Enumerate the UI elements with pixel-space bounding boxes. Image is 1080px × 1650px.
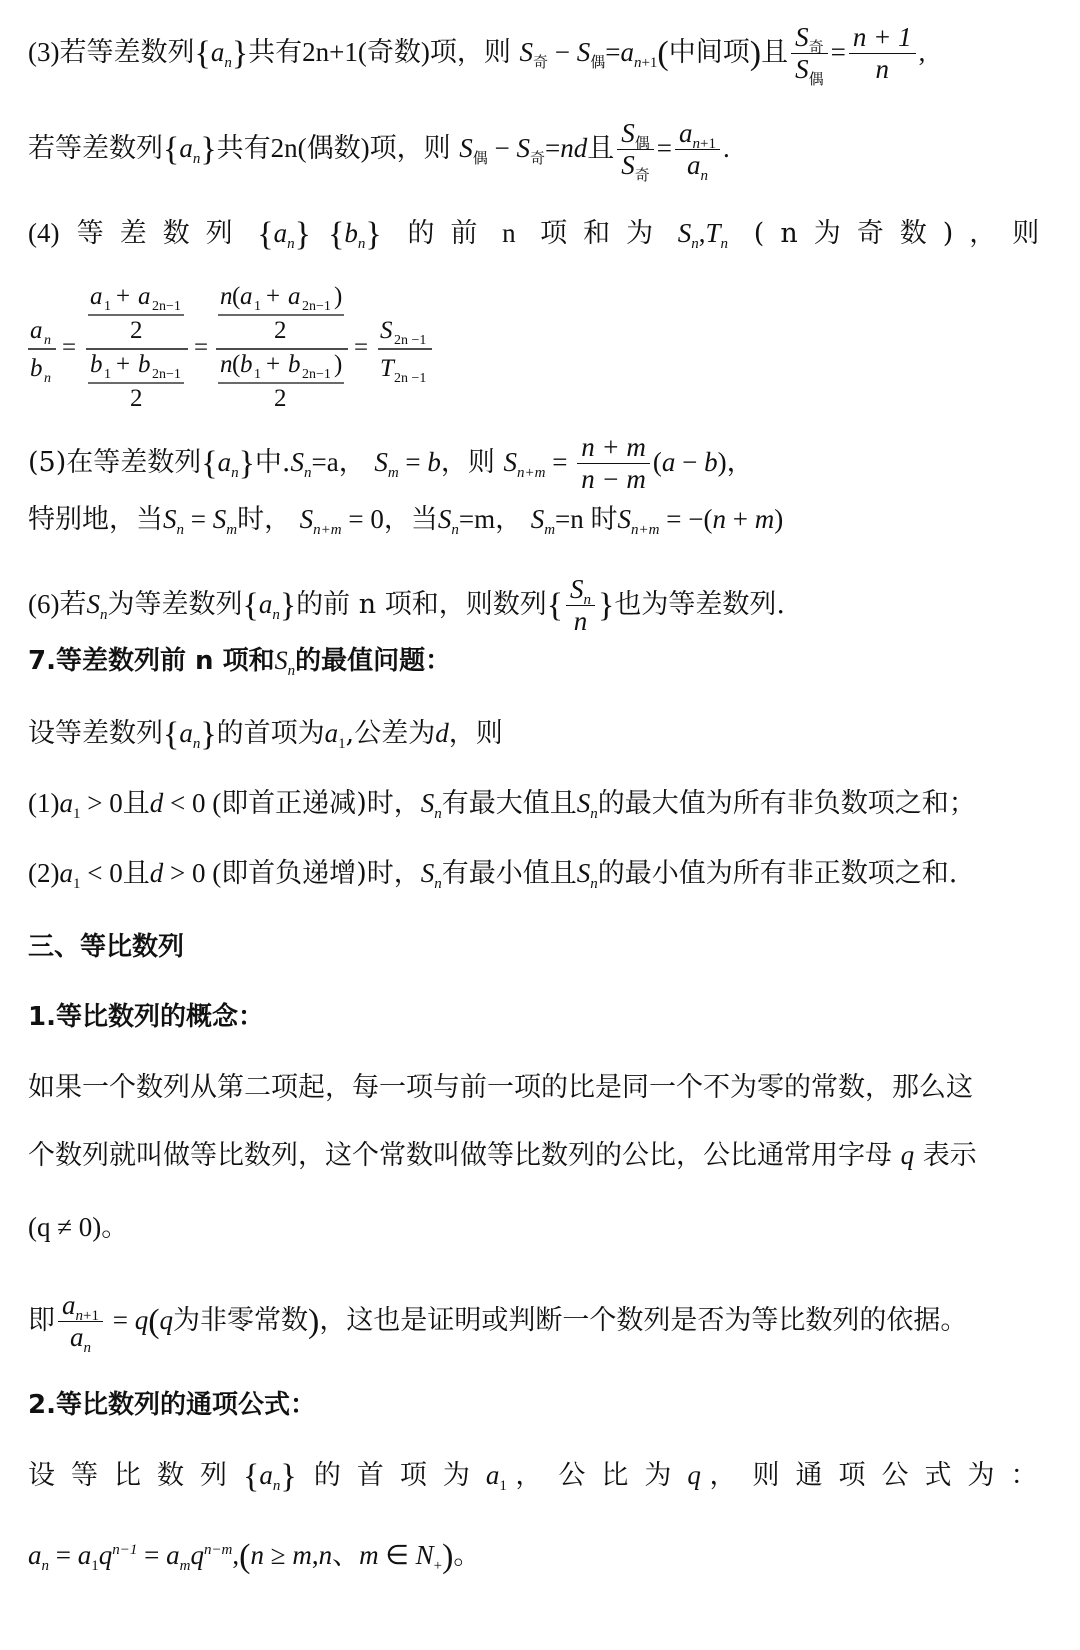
s7-c1-a: )时， [356,788,421,819]
p3-odd-count: 2n+1(奇数)项，则 [302,37,511,68]
svg-text:n: n [220,283,233,310]
p4-text2: 的前 [407,218,494,249]
svg-text:2n−1: 2n−1 [152,367,181,382]
p3-text2: 共有 [248,37,303,69]
svg-text:1: 1 [254,299,261,314]
svg-text:a: a [90,283,103,310]
gen-line1b: 的首项为 [313,1460,486,1491]
svg-text:1: 1 [104,367,111,382]
p5-when: 时， [237,504,292,535]
def-nonzero: 为非零常数 [173,1305,309,1337]
section-7-heading: 7.等差数列前 n 项和$S_n$的最值问题： [28,646,452,679]
svg-text:2n−1: 2n−1 [302,367,331,382]
def-line2-text: 个数列就叫做等比数列，这个常数叫做等比数列的公比，公比通常用字母 [28,1140,892,1171]
sub-ou: 偶 [472,149,488,168]
svg-text:=: = [62,334,77,361]
svg-text:b: b [30,355,43,382]
s7-intro1: 设等差数列 [28,718,163,749]
p4-text3: 项和为 [540,218,670,249]
svg-text:a: a [138,283,151,310]
svg-text:2n −1: 2n −1 [394,371,427,386]
def-ratio-fraction: $\frac{a_{n+1}}{a_n}$ [58,1290,103,1353]
p3-qie: 且 [761,37,789,69]
svg-text:(: ( [232,351,241,378]
p5-line1: (5)在等差数列$\{a_n\}$中$.S_n=a$， $S_m = b$，则 $S_{n+m}$ = $\frac{n + m}{n - m}$ (a − b)， [28,432,754,495]
svg-text:2n −1: 2n −1 [394,333,427,348]
p5-eq-m: =m， [458,504,523,534]
def-line3: (q ≠ 0)。 [28,1212,129,1242]
svg-text:b: b [240,351,253,378]
svg-text:=: = [194,334,209,361]
s7-c1-label: (1) [28,788,60,818]
p6-text2: 为等差数列 [107,589,243,621]
svg-text:a: a [288,283,301,310]
section-3-2-heading: 2.等比数列的通项公式： [28,1390,316,1420]
p4-paren: (n为奇数)，则 [753,218,1056,249]
svg-text:S: S [380,317,393,344]
p3-even-prefix: 若等差数列 [28,133,163,165]
svg-text:+: + [116,283,131,310]
p5-when2: ，当 [383,504,438,535]
p5-eq-n: =n 时 [555,504,618,534]
p3-odd-line: (3)若等差数列$\{a_n\}$共有2n+1(奇数)项，则 $S_奇 - S_偶=a_{n+1}$(中间项)且 $\frac{S_奇}{S_偶}$ = $\frac{n + 1}{n}$ , [28,22,926,89]
svg-text:a: a [240,283,253,310]
sub-ou: 偶 [590,53,606,72]
p4-text1: 等差数列 [76,218,249,249]
p3-even-line: 若等差数列$\{a_n\}$共有2n(偶数)项，则 $S_偶 - S_奇=nd$且 $\frac{S_偶}{S_奇}$ = $\frac{a_{n+1}}{a_n}$ . [28,118,730,185]
s7-intro3: ,公差为 [345,718,436,749]
p4-label: (4) [28,218,60,248]
p4-formula [28,282,468,419]
gen-formula-end: 。 [453,1540,481,1571]
p3-text: 若等差数列 [59,37,195,69]
svg-text:2: 2 [130,317,143,344]
def-basis: ，这也是证明或判断一个数列是否为等比数列的依据。 [319,1305,968,1337]
s7-c2-cond: 即首负递增 [221,858,357,889]
s7-intro2: 的首项为 [216,718,325,749]
p5-fraction: $\frac{n + m}{n - m}$ [577,432,650,495]
svg-text:2: 2 [130,385,143,412]
p6-fraction: $\frac{S_n}{n}$ [566,574,595,637]
p6-line: (6)若$S_n$为等差数列$\{a_n\}$的前 n 项和，则数列{ $\frac{S_n}{n}$ }也为等差数列. [28,574,785,637]
p3-mid-note: 中间项 [668,37,750,69]
svg-text:): ) [334,283,343,310]
svg-text:+: + [116,351,131,378]
def-ji: 即 [28,1305,55,1337]
svg-text:): ) [334,351,343,378]
p3-an-fraction: $\frac{a_{n+1}}{a_n}$ [675,118,720,181]
s7-case2: $(2)a_1 < 0$且d > 0 (即首负递增)时，$S_n$有最小值且$S_n$的最小值为所有非正数项之和. [28,858,958,892]
gen-line1d: ，则通项公式为： [709,1460,1054,1491]
sub-qi: 奇 [529,149,545,168]
s7-c1-c: 的最大值为所有非负数项之和； [597,788,976,819]
s7-c2-b: 有最小值且 [441,858,577,889]
sub-ou: 偶 [634,134,650,152]
gen-formula: $a_n = a_1q^{n-1} = a_mq^{n-m},(n \ge m,n$、m ∈ $N_+$)。 [28,1538,481,1575]
p3-even-count: 2n(偶数)项，则 [270,133,451,164]
p3-ratio-fraction: $\frac{S_奇}{S_偶}$ [791,22,828,85]
h7-text2: 的最值问题： [295,646,452,676]
p5-mid: 中. [254,447,291,479]
h7-text: 7.等差数列前 n 项和 [28,646,275,676]
s7-c2-label: (2) [28,858,60,888]
gen-line1a: 设等比数列 [28,1460,243,1491]
p4-fraction-svg [28,282,468,412]
s7-c1-cond: 即首正递减 [221,788,357,819]
sub-qi: 奇 [808,38,824,56]
svg-text:2: 2 [274,317,287,344]
svg-text:b: b [90,351,103,378]
svg-text:+: + [266,283,281,310]
section-3-heading: 三、等比数列 [28,932,185,962]
p5-label: (5)在等差数列 [28,447,202,479]
svg-text:(: ( [232,283,241,310]
sub-qi: 奇 [634,166,650,185]
svg-text:b: b [288,351,301,378]
s7-c2-c: 的最小值为所有非正数项之和. [597,858,958,889]
s7-case1: $(1)a_1 > 0$且d < 0 (即首正递减)时，$S_n$有最大值且$S_n$的最大值为所有非负数项之和； [28,788,976,822]
svg-text:1: 1 [104,299,111,314]
svg-text:2n−1: 2n−1 [302,299,331,314]
svg-text:b: b [138,351,151,378]
p5-then: ，则 [440,447,495,479]
def-line2-end: 表示 [922,1140,977,1171]
svg-text:2: 2 [274,385,287,412]
p5-special: 特别地，当 [28,504,163,535]
p4-line: (4) 等差数列 $\{a_n\}$ $\{b_n\}$ 的前 n 项和为 $S_n,T_n$ (n为奇数)，则 [28,216,1056,253]
p6-text1: (6)若 [28,589,87,620]
p3-label: (3) [28,37,60,68]
p5-sn-eq: =a， [311,447,366,478]
def-ratio-line: 即 $\frac{a_{n+1}}{a_n}$ = q(q为非零常数)，这也是证明或判断一个数列是否为等比数列的依据。 [28,1290,968,1357]
p3-qie: 且 [587,133,615,165]
def-line1: 如果一个数列从第二项起，每一项与前一项的比是同一个不为零的常数，那么这 [28,1072,973,1103]
s7-c1-b: 有最大值且 [441,788,577,819]
svg-text:n: n [220,351,233,378]
svg-text:1: 1 [254,367,261,382]
p5-line2: 特别地，当$S_n = S_m$时， $S_{n+m} = 0$，当$S_n=m$， $S_m=n$ 时$S_{n+m} = -(n + m)$ [28,504,784,538]
s7-c2-a: )时， [356,858,421,889]
svg-text:n: n [44,371,51,386]
svg-text:+: + [266,351,281,378]
svg-text:=: = [354,334,369,361]
s7-intro: 设等差数列$\{a_n\}$的首项为$a_1$,公差为d，则 [28,716,503,753]
sub-ou: 偶 [808,70,824,89]
svg-text:n: n [44,333,51,348]
svg-text:2n−1: 2n−1 [152,299,181,314]
svg-text:a: a [30,317,43,344]
p6-text4: 也为等差数列. [614,589,785,621]
def-line2: 个数列就叫做等比数列，这个常数叫做等比数列的公比，公比通常用字母 q 表示 [28,1140,977,1171]
p3-n-fraction: $\frac{n + 1}{n}$ [849,22,916,85]
svg-text:T: T [380,355,394,382]
section-3-1-heading: 1.等比数列的概念： [28,1002,264,1032]
p3-even-ratio-fraction: $\frac{S_偶}{S_奇}$ [617,118,654,181]
gen-line1c: ，公比为 [515,1460,688,1491]
p3-text2: 共有 [216,133,271,165]
sub-qi: 奇 [532,53,548,72]
s7-intro4: ，则 [448,718,503,749]
p4-n: n [502,218,532,248]
gen-line1: 设等比数列$\{a_n\}$ 的首项为$a_1$ ，公比为q ，则通项公式为： [28,1458,1054,1495]
p6-text3: 的前 n 项和，则数列 [296,589,547,621]
